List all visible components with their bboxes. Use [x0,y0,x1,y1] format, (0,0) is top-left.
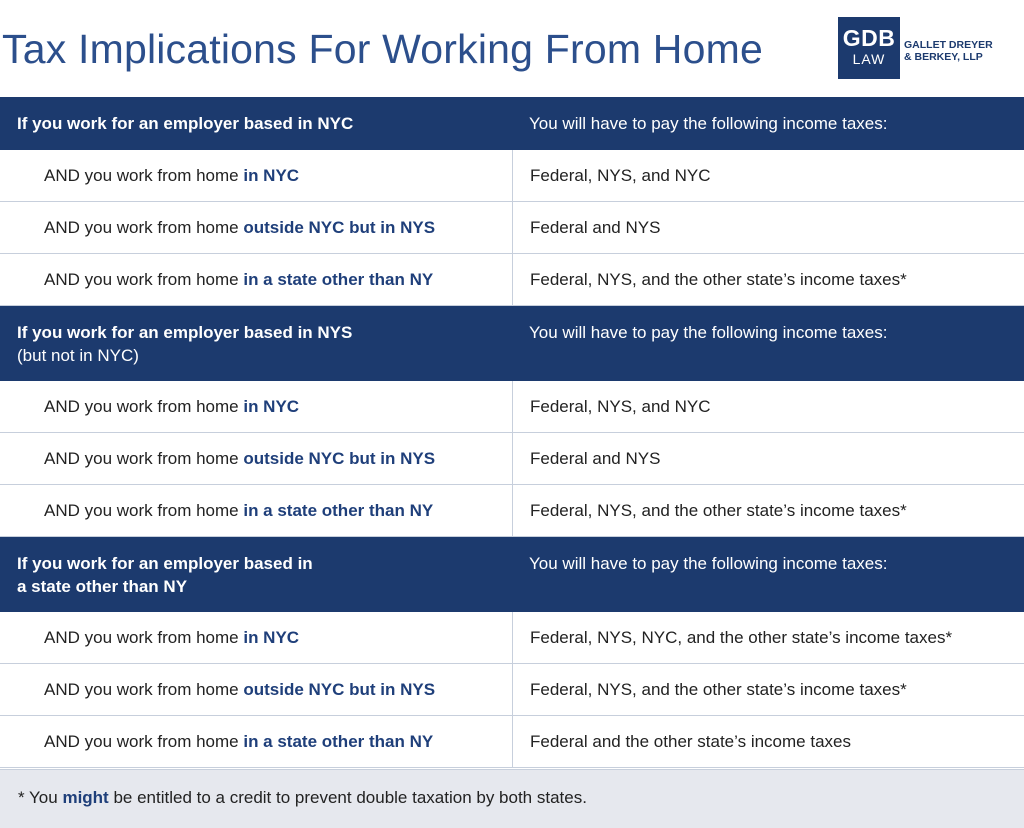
row-prefix: AND you work from home [44,166,244,185]
row-highlight: in a state other than NY [243,501,434,520]
section-header-left-line2: a state other than NY [17,577,188,596]
taxes-cell: Federal, NYS, and NYC [512,150,1024,201]
taxes-cell: Federal, NYS, NYC, and the other state’s income taxes* [512,612,1024,663]
section-header-left [0,97,512,150]
work-location-cell [0,381,512,432]
section-header-left-text: If you work for an employer based in [17,554,313,573]
row-prefix: AND you work from home [44,732,244,751]
table-row [0,612,1024,664]
tax-table [0,97,1024,768]
table-row [0,664,1024,716]
section-header-right: You will have to pay the following income taxes: [529,554,888,573]
work-location-cell [0,612,512,663]
logo-name-line2: & BERKEY, LLP [904,51,983,63]
table-row [0,381,1024,433]
taxes-cell: Federal and NYS [512,202,1024,253]
page-title: Tax Implications For Working From Home [2,26,763,72]
taxes-cell: Federal and NYS [512,433,1024,484]
work-location-cell [0,202,512,253]
footnote-suffix: be entitled to a credit to prevent double taxation by both states. [108,788,587,807]
footnote-prefix: * You [18,788,63,807]
work-location-cell [0,716,512,767]
section-header-left-text: If you work for an employer based in NYC [17,114,354,133]
work-location-cell [0,433,512,484]
row-highlight: in NYC [243,166,300,185]
logo-firm-name [904,39,1024,63]
table-row [0,254,1024,306]
row-prefix: AND you work from home [44,628,244,647]
taxes-cell: Federal, NYS, and NYC [512,381,1024,432]
work-location-cell [0,485,512,536]
table-row [0,716,1024,768]
table-row [0,150,1024,202]
table-row [0,202,1024,254]
section-header-nys-employer [0,306,1024,381]
row-prefix: AND you work from home [44,449,244,468]
section-header-left [0,306,512,381]
taxes-cell: Federal, NYS, and the other state’s income taxes* [512,664,1024,715]
logo-law: LAW [852,51,886,67]
row-prefix: AND you work from home [44,680,244,699]
section-header-left-line2: (but not in NYC) [17,346,139,365]
table-row [0,485,1024,537]
taxes-cell: Federal, NYS, and the other state’s income taxes* [512,485,1024,536]
row-highlight: outside NYC but in NYS [243,218,436,237]
row-prefix: AND you work from home [44,501,244,520]
row-highlight: in NYC [243,397,300,416]
taxes-cell: Federal and the other state’s income taxes [512,716,1024,767]
row-highlight: in NYC [243,628,300,647]
row-prefix: AND you work from home [44,270,244,289]
work-location-cell [0,254,512,305]
section-header-left-text: If you work for an employer based in NYS [17,323,353,342]
row-highlight: outside NYC but in NYS [243,680,436,699]
logo-name-line1: GALLET DREYER [904,39,993,51]
row-prefix: AND you work from home [44,218,244,237]
work-location-cell [0,664,512,715]
row-highlight: outside NYC but in NYS [243,449,436,468]
section-header-nyc-employer [0,97,1024,150]
logo-badge [838,17,900,79]
work-location-cell [0,150,512,201]
section-header-left [0,537,512,612]
taxes-cell: Federal, NYS, and the other state’s income taxes* [512,254,1024,305]
row-highlight: in a state other than NY [243,270,434,289]
row-highlight: in a state other than NY [243,732,434,751]
section-header-right: You will have to pay the following income taxes: [529,323,888,342]
row-prefix: AND you work from home [44,397,244,416]
section-header-other-state-employer [0,537,1024,612]
table-row [0,433,1024,485]
section-header-right: You will have to pay the following income taxes: [529,114,888,133]
logo-mark: GDB [842,25,896,51]
footnote-highlight: might [62,788,109,807]
footnote [0,769,1024,828]
